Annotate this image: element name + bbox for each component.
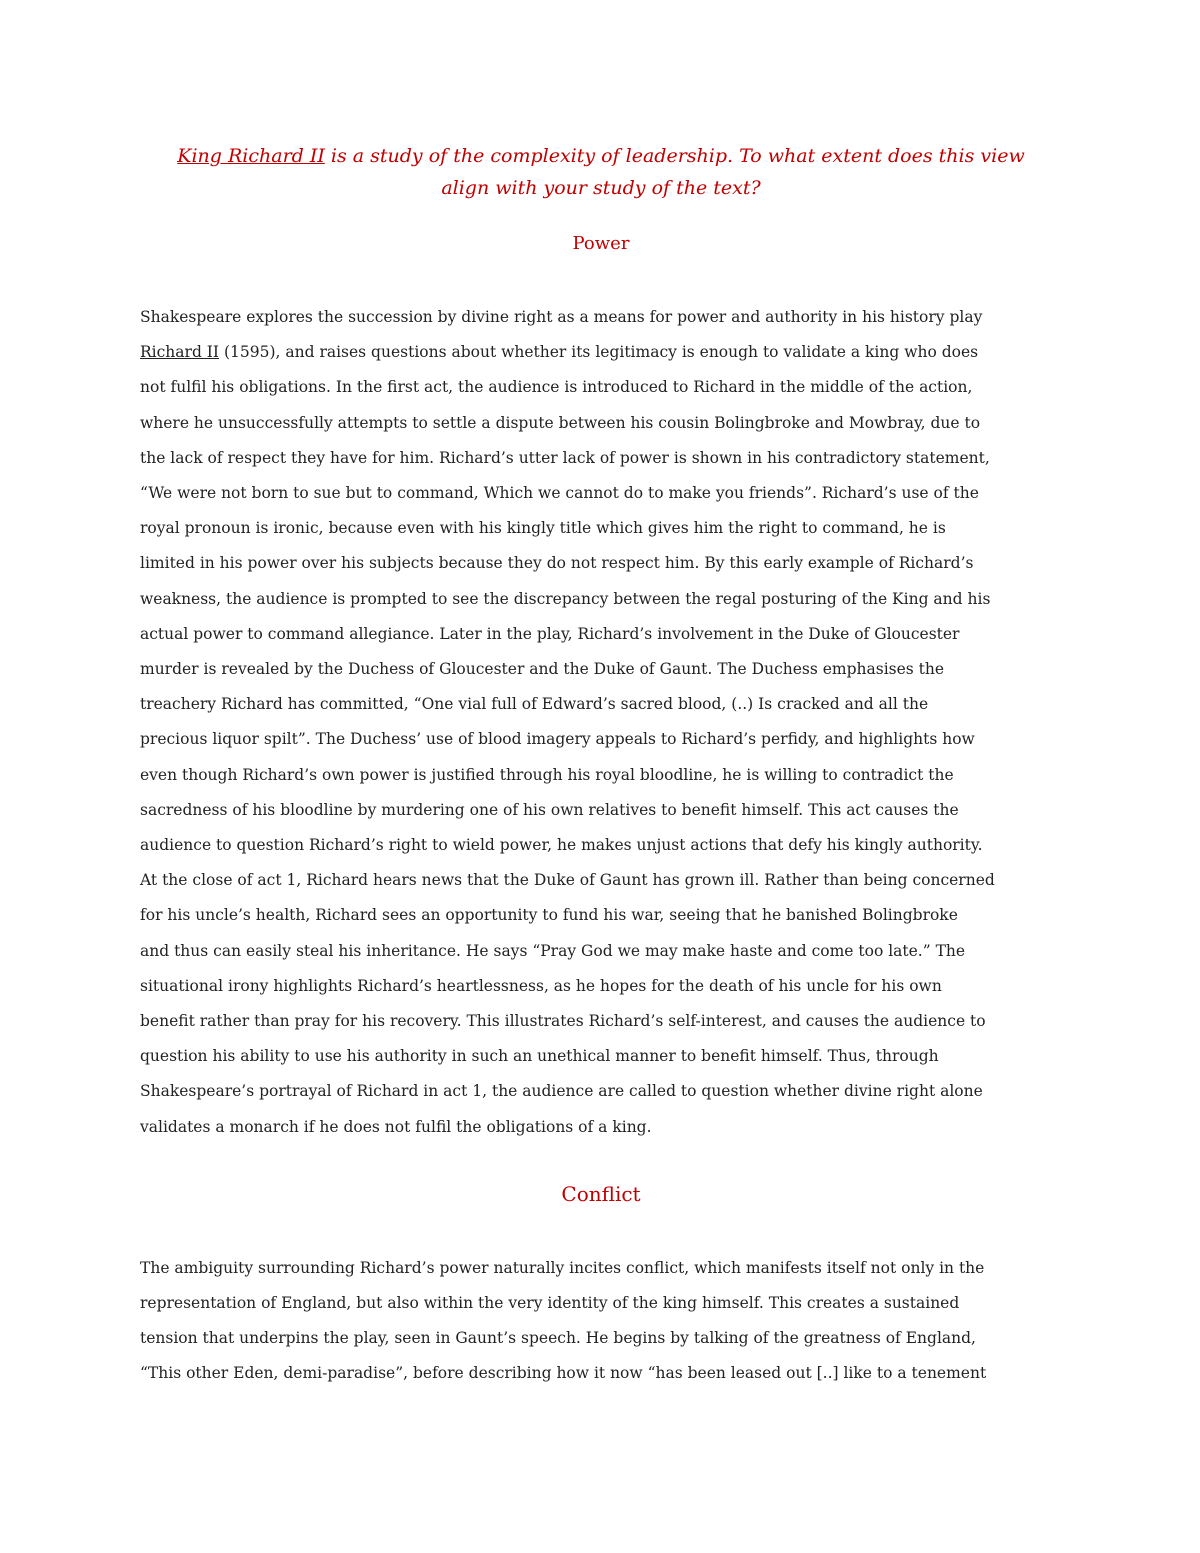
work-title: King Richard II: [177, 145, 325, 167]
paragraph-line: benefit rather than pray for his recovery. This illustrates Richard’s self-interest, and causes the audience to: [140, 1012, 986, 1031]
paragraph-line: even though Richard’s own power is justified through his royal bloodline, he is willing to contradict the: [140, 765, 954, 784]
essay-question-title: [140, 140, 1062, 204]
paragraph-line: “We were not born to sue but to command, Which we cannot do to make you friends”. Richard’s use of the: [140, 484, 979, 503]
paragraph-line: murder is revealed by the Duchess of Gloucester and the Duke of Gaunt. The Duchess emphasises the: [140, 660, 945, 679]
paragraph-line: tension that underpins the play, seen in Gaunt’s speech. He begins by talking of the greatness of England,: [140, 1329, 976, 1348]
paragraph-line: limited in his power over his subjects because they do not respect him. By this early example of Richard’s: [140, 554, 974, 573]
paragraph-line: At the close of act 1, Richard hears news that the Duke of Gaunt has grown ill. Rather than being concerned: [140, 871, 995, 890]
paragraph-line: royal pronoun is ironic, because even with his kingly title which gives him the right to command, he is: [140, 519, 946, 538]
paragraph-line: audience to question Richard’s right to wield power, he makes unjust actions that defy his kingly authority.: [140, 836, 983, 855]
paragraph-line: representation of England, but also within the very identity of the king himself. This creates a sustained: [140, 1294, 960, 1313]
conflict-paragraph: [140, 1251, 1062, 1392]
paragraph-line: Shakespeare’s portrayal of Richard in act 1, the audience are called to question whether divine right alone: [140, 1082, 983, 1101]
paragraph-line: for his uncle’s health, Richard sees an opportunity to fund his war, seeing that he banished Bolingbroke: [140, 906, 958, 925]
paragraph-line-rest: (1595), and raises questions about whether its legitimacy is enough to validate a king who does: [219, 343, 979, 362]
paragraph-line: “This other Eden, demi-paradise”, before describing how it now “has been leased out [..] like to a tenement: [140, 1364, 987, 1383]
title-line-2: align with your study of the text?: [441, 177, 761, 199]
paragraph-line: where he unsuccessfully attempts to settle a dispute between his cousin Bolingbroke and Mowbray, due to: [140, 413, 981, 432]
title-line-1-rest: is a study of the complexity of leadership. To what extent does this view: [324, 145, 1025, 167]
paragraph-line: validates a monarch if he does not fulfil the obligations of a king.: [140, 1117, 652, 1136]
paragraph-line: and thus can easily steal his inheritance. He says “Pray God we may make haste and come too late.” The: [140, 941, 966, 960]
power-paragraph: [140, 300, 1062, 1145]
paragraph-line: sacredness of his bloodline by murdering one of his own relatives to benefit himself. This act causes the: [140, 800, 959, 819]
paragraph-line: Shakespeare explores the succession by divine right as a means for power and authority in his history play: [140, 308, 983, 326]
document-page: [140, 140, 1062, 1392]
paragraph-line: question his ability to use his authority in such an unethical manner to benefit himself. Thus, through: [140, 1047, 939, 1066]
paragraph-line: The ambiguity surrounding Richard’s power naturally incites conflict, which manifests itself not only in the: [140, 1258, 985, 1277]
title-line-1: [177, 145, 1024, 167]
paragraph-line: actual power to command allegiance. Later in the play, Richard’s involvement in the Duke of Gloucester: [140, 624, 960, 643]
paragraph-line: [140, 335, 1062, 370]
paragraph-line: weakness, the audience is prompted to see the discrepancy between the regal posturing of the King and his: [140, 589, 991, 608]
section-heading-power: Power: [572, 233, 630, 254]
paragraph-line: precious liquor spilt”. The Duchess’ use of blood imagery appeals to Richard’s perfidy, and highlights how: [140, 730, 975, 749]
paragraph-line: the lack of respect they have for him. Richard’s utter lack of power is shown in his contradictory statement,: [140, 448, 990, 467]
section-heading-conflict: Conflict: [561, 1181, 641, 1206]
play-title-reference: Richard II: [140, 343, 220, 362]
paragraph-line: not fulfil his obligations. In the first act, the audience is introduced to Richard in the middle of the action,: [140, 378, 973, 397]
paragraph-line: treachery Richard has committed, “One vial full of Edward’s sacred blood, (..) Is cracked and all the: [140, 695, 929, 714]
paragraph-line: situational irony highlights Richard’s heartlessness, as he hopes for the death of his uncle for his own: [140, 976, 942, 995]
